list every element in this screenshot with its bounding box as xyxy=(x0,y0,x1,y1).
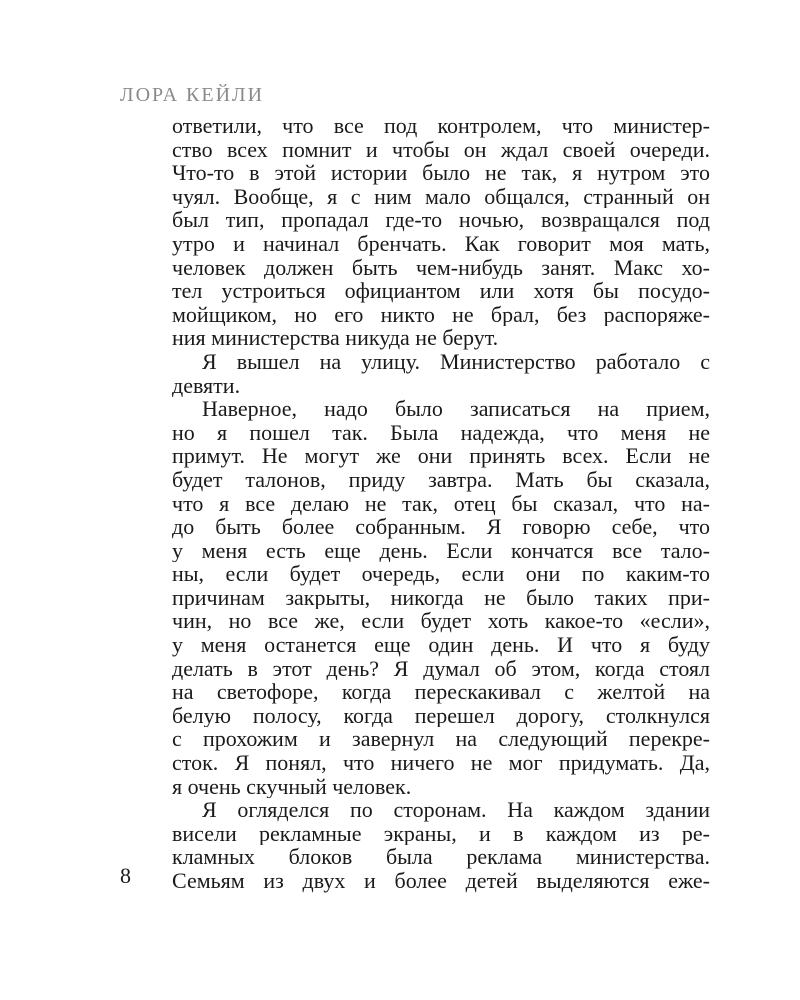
text-line: Я огляделся по сторонам. На каждом здании xyxy=(202,798,710,822)
text-line: человек должен быть чем-нибудь занят. Макс хо- xyxy=(172,255,710,280)
text-line: у меня останется еще один день. И что я буду xyxy=(172,633,710,657)
text-line: белую полосу, когда перешел дорогу, столкнулся xyxy=(172,703,710,728)
text-line: с прохожим и завернул на следующий перекре- xyxy=(172,727,710,752)
page-number: 8 xyxy=(120,863,131,888)
text-line: ответили, что все под контролем, что министер- xyxy=(172,114,710,138)
text-line: примут. Не могут же они принять всех. Если не xyxy=(172,444,710,468)
text-line: до быть более собранным. Я говорю себе, что xyxy=(172,515,710,539)
running-head: ЛОРА КЕЙЛИ xyxy=(120,84,265,106)
text-line: кламных блоков была реклама министерства. xyxy=(172,845,710,869)
text-line: ство всех помнит и чтобы он ждал своей очереди. xyxy=(172,137,710,162)
text-line: чин, но все же, если будет хоть какое-то «если», xyxy=(172,609,710,634)
text-line: сток. Я понял, что ничего не мог придумать. Да, xyxy=(172,751,710,775)
text-line: девяти. xyxy=(172,373,241,398)
text-line: будет талонов, приду завтра. Мать бы сказала, xyxy=(172,467,710,492)
text-line: мойщиком, но его никто не брал, без распоряже- xyxy=(172,302,710,327)
text-line: был тип, пропадал где-то ночью, возвращался под xyxy=(172,208,710,232)
text-line: висели рекламные экраны, и в каждом из ре- xyxy=(172,821,710,846)
text-line: но я пошел так. Была надежда, что меня не xyxy=(172,420,710,445)
text-line: ния министерства никуда не берут. xyxy=(172,326,499,350)
text-line: делать в этот день? Я думал об этом, когда стоял xyxy=(172,656,710,681)
text-line: утро и начинал бренчать. Как говорит моя мать, xyxy=(172,231,710,256)
text-line: у меня есть еще день. Если кончатся все тало- xyxy=(172,538,710,563)
text-line: чуял. Вообще, я с ним мало общался, странный он xyxy=(172,184,710,209)
text-line: причинам закрыты, никогда не было таких при- xyxy=(172,585,710,610)
text-line: Я вышел на улицу. Министерство работало с xyxy=(202,349,710,374)
body-text xyxy=(172,114,710,893)
text-line: ны, если будет очередь, если они по каким-то xyxy=(172,562,710,586)
text-line: я очень скучный человек. xyxy=(172,774,412,799)
text-line: Наверное, надо было записаться на прием, xyxy=(202,397,710,421)
text-line: что я все делаю не так, отец бы сказал, что на- xyxy=(172,491,710,516)
text-line: тел устроиться официантом или хотя бы посудо- xyxy=(172,279,710,303)
text-line: Семьям из двух и более детей выделяются еже- xyxy=(172,869,710,893)
text-line: Что-то в этой истории было не так, я нутром это xyxy=(172,161,710,185)
text-line: на светофоре, когда перескакивал с желтой на xyxy=(172,680,710,704)
